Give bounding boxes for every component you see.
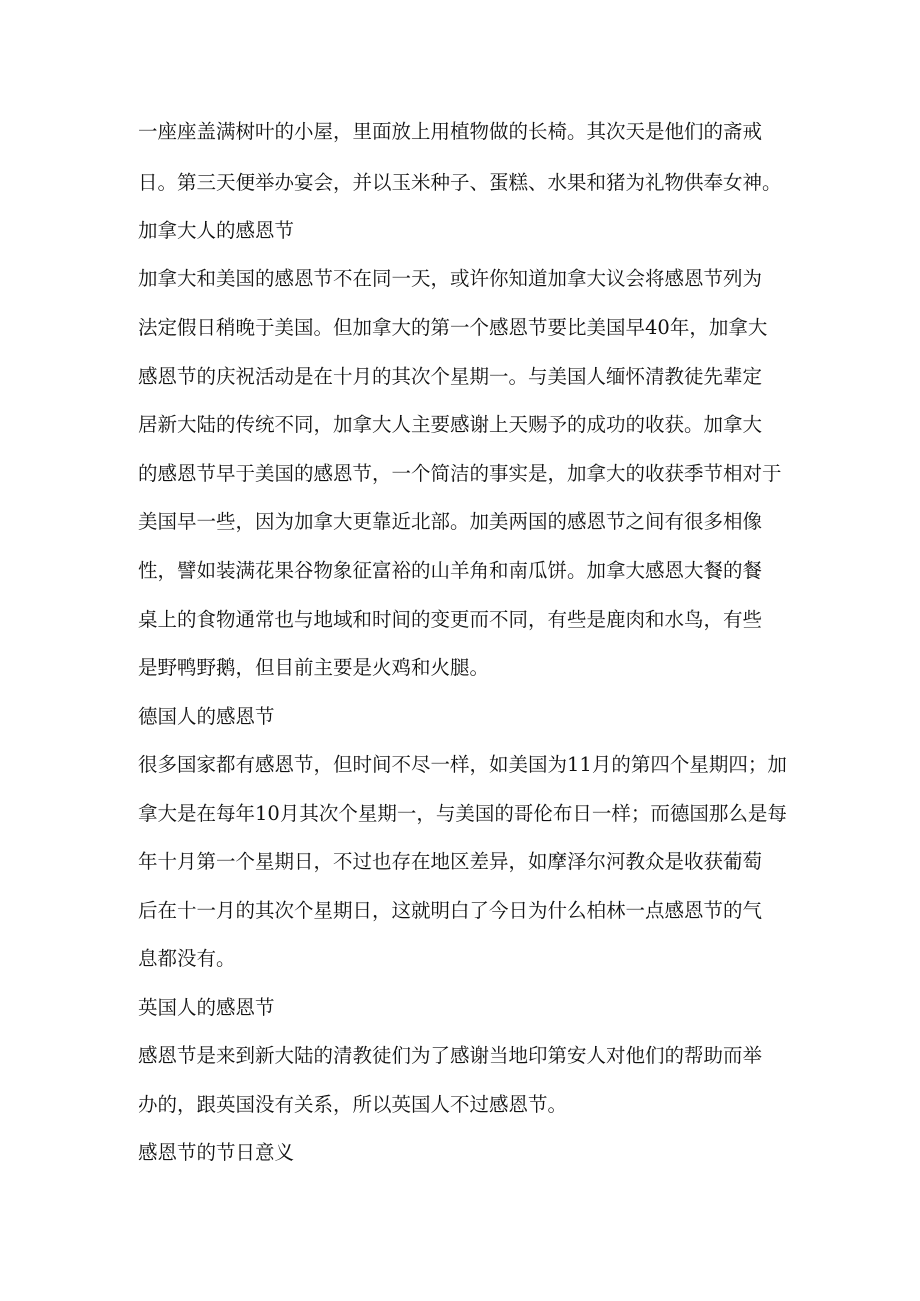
paragraph-line: 日。第三天便举办宴会，并以玉米种子、蛋糕、水果和猪为礼物供奉女神。: [138, 171, 782, 194]
paragraph-line: 感恩节的庆祝活动是在十月的其次个星期一。与美国人缅怀清教徒先辈定: [138, 365, 763, 388]
paragraph-line: 美国早一些，因为加拿大更靠近北部。加美两国的感恩节之间有很多相像: [138, 510, 763, 533]
paragraph-line: 拿大是在每年10月其次个星期一，与美国的哥伦布日一样；而德国那么是每: [138, 802, 787, 825]
section-heading-meaning: 感恩节的节日意义: [138, 1141, 295, 1164]
section-heading-germany: 德国人的感恩节: [138, 705, 275, 728]
section-heading-canada: 加拿大人的感恩节: [138, 219, 295, 242]
paragraph-line: 加拿大和美国的感恩节不在同一天，或许你知道加拿大议会将感恩节列为: [138, 267, 763, 290]
paragraph-line: 的感恩节早于美国的感恩节，一个简洁的事实是，加拿大的收获季节相对于: [138, 462, 782, 485]
paragraph-line: 息都没有。: [138, 947, 236, 970]
paragraph-line: 居新大陆的传统不同，加拿大人主要感谢上天赐予的成功的收获。加拿大: [138, 413, 763, 436]
paragraph-line: 是野鸭野鹅，但目前主要是火鸡和火腿。: [138, 656, 490, 679]
paragraph-line: 很多国家都有感恩节，但时间不尽一样，如美国为11月的第四个星期四；加: [138, 753, 787, 776]
paragraph-line: 办的，跟英国没有关系，所以英国人不过感恩节。: [138, 1093, 568, 1116]
section-heading-england: 英国人的感恩节: [138, 996, 275, 1019]
paragraph-line: 年十月第一个星期日，不过也存在地区差异，如摩泽尔河教众是收获葡萄: [138, 850, 763, 873]
paragraph-line: 后在十一月的其次个星期日，这就明白了今日为什么柏林一点感恩节的气: [138, 899, 763, 922]
paragraph-line: 法定假日稍晚于美国。但加拿大的第一个感恩节要比美国早40年，加拿大: [138, 316, 768, 339]
paragraph-line: 性，譬如装满花果谷物象征富裕的山羊角和南瓜饼。加拿大感恩大餐的餐: [138, 559, 763, 582]
paragraph-line: 一座座盖满树叶的小屋，里面放上用植物做的长椅。其次天是他们的斋戒: [138, 120, 763, 143]
paragraph-line: 感恩节是来到新大陆的清教徒们为了感谢当地印第安人对他们的帮助而举: [138, 1044, 763, 1067]
paragraph-line: 桌上的食物通常也与地域和时间的变更而不同，有些是鹿肉和水鸟，有些: [138, 608, 763, 631]
